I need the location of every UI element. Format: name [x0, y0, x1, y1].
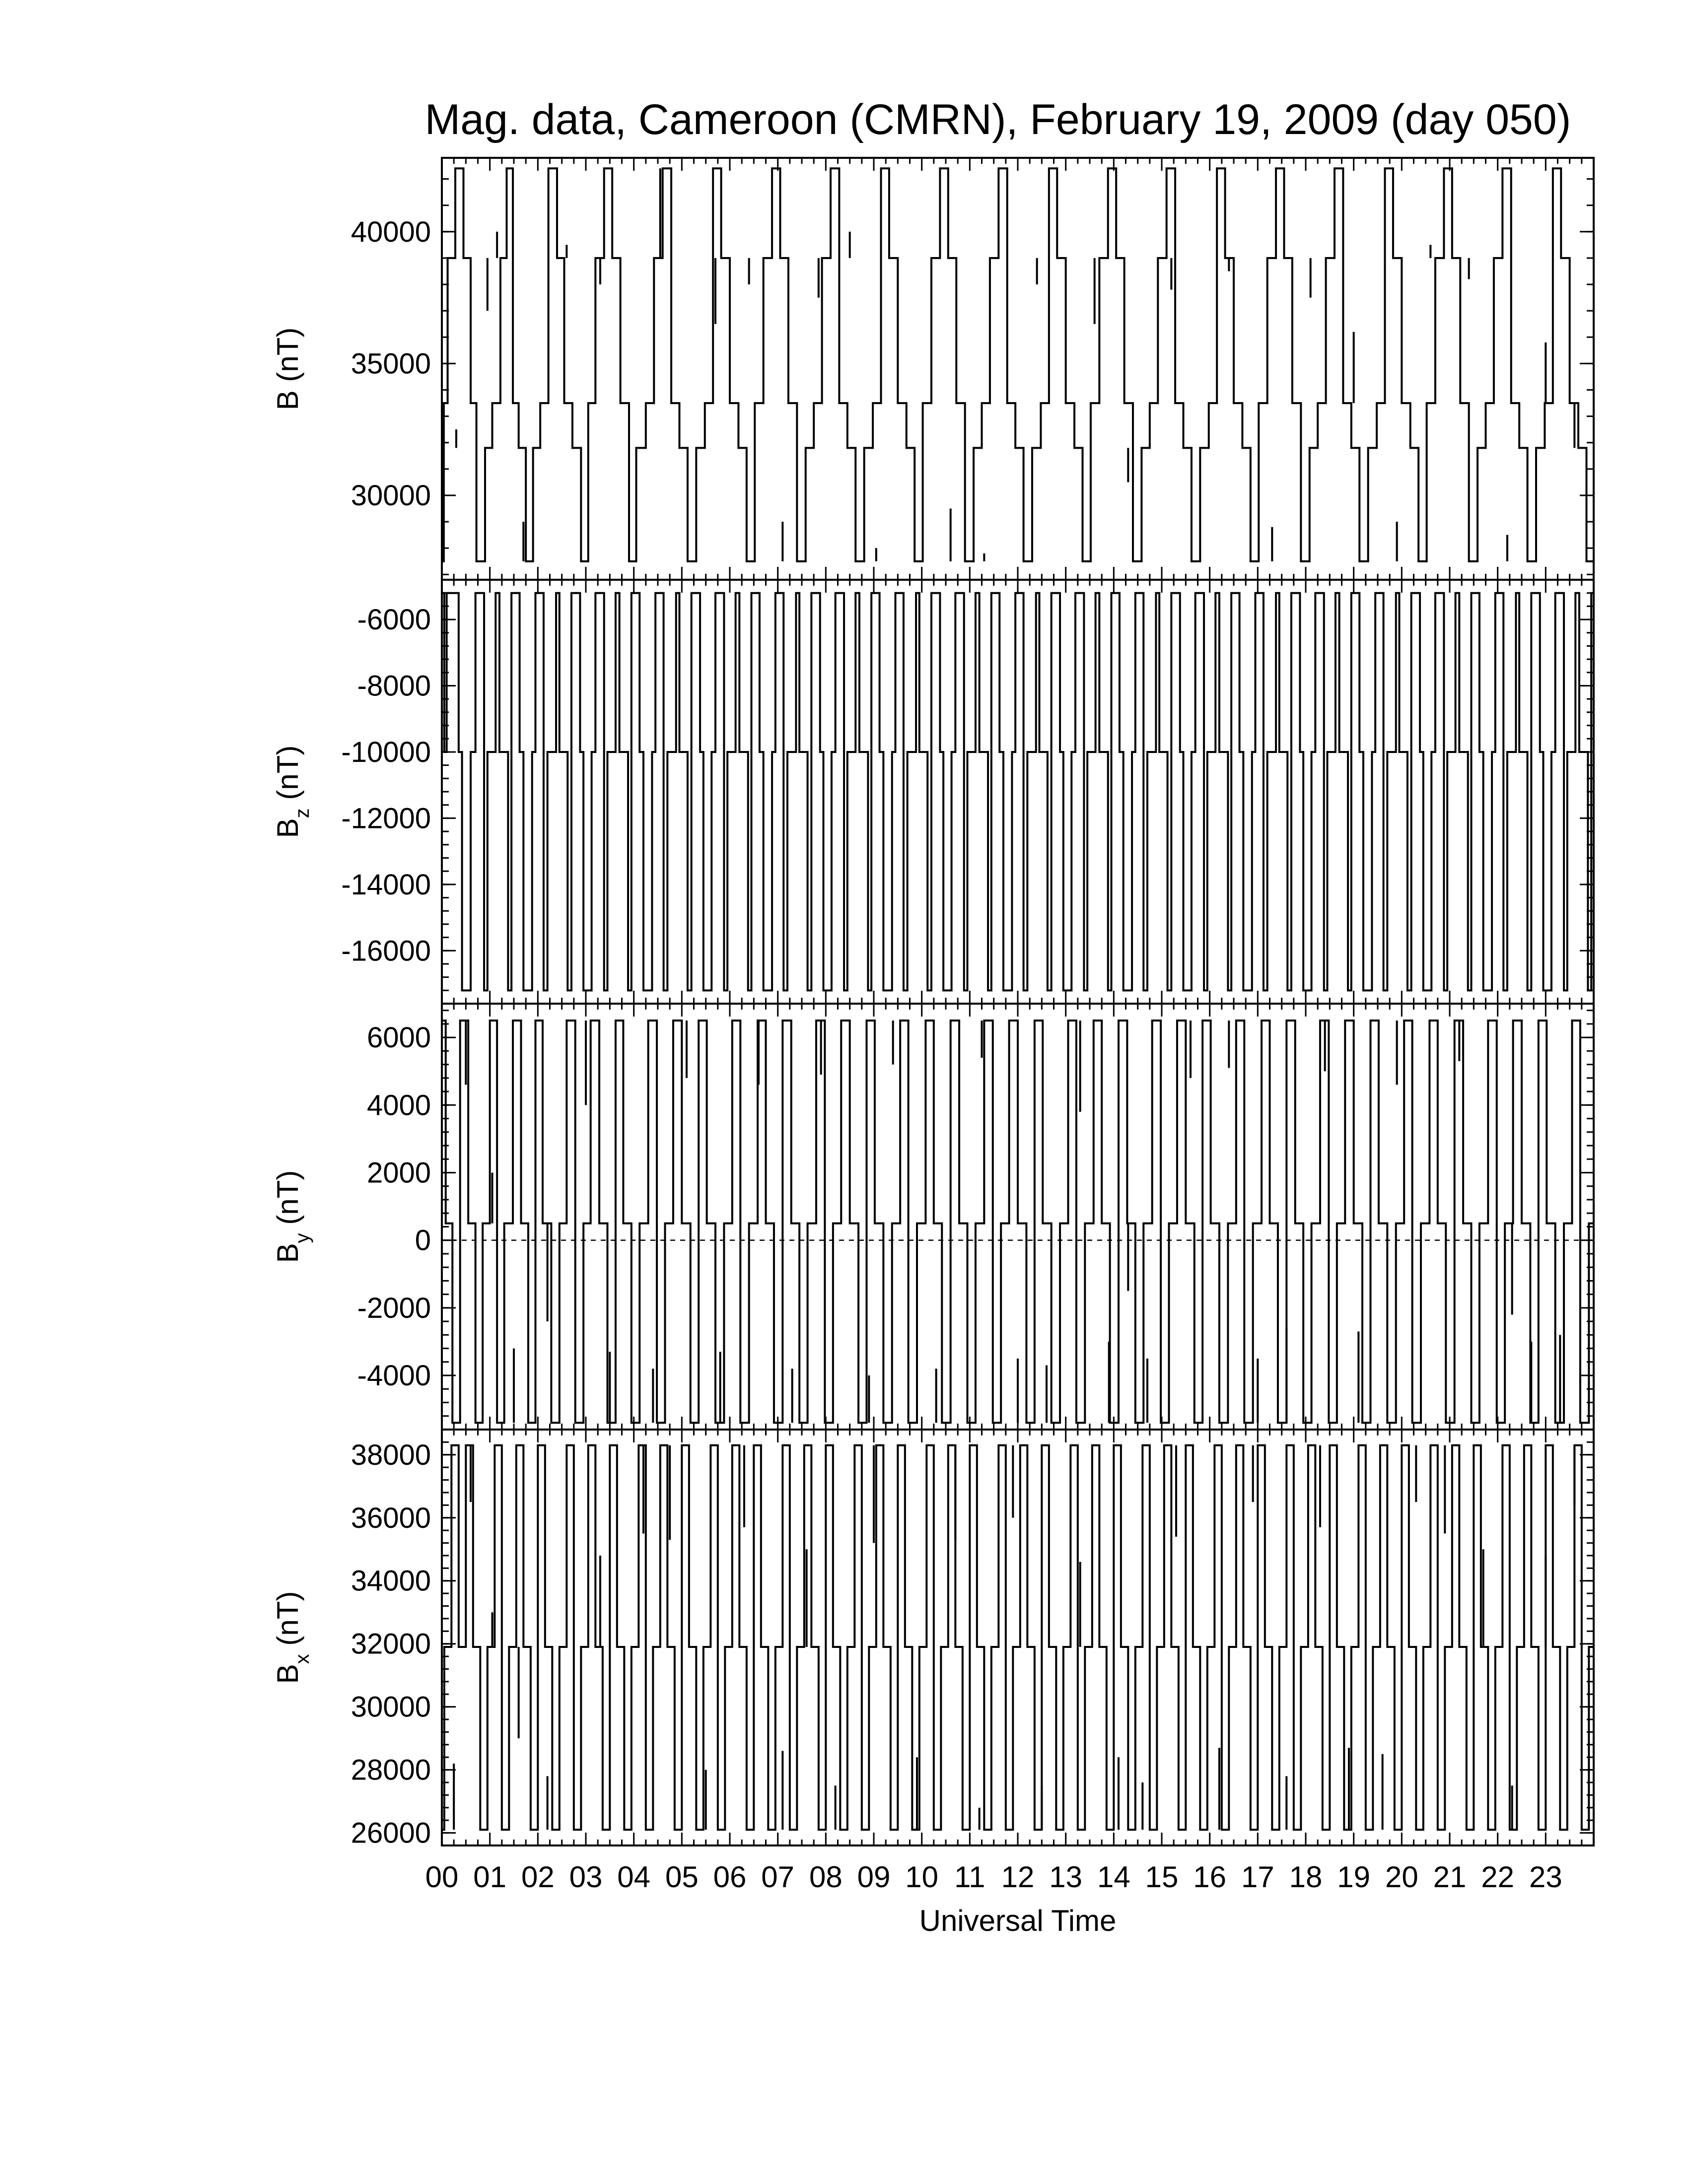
- y-tick-label: 36000: [351, 1502, 431, 1534]
- y-tick-label: 35000: [351, 347, 431, 380]
- y-tick-label: 38000: [351, 1438, 431, 1471]
- y-tick-label: 40000: [351, 215, 431, 248]
- y-axis-label: $B_x$ (nT): [271, 1591, 313, 1684]
- x-tick-label: 18: [1289, 1860, 1323, 1894]
- y-tick-label: -10000: [341, 736, 431, 768]
- y-tick-label: 28000: [351, 1754, 431, 1786]
- y-tick-label: 2000: [366, 1157, 431, 1189]
- y-axis-label: $B_y$ (nT): [271, 1170, 313, 1263]
- x-tick-label: 05: [665, 1860, 699, 1894]
- x-tick-label: 08: [809, 1860, 843, 1894]
- x-tick-label: 14: [1097, 1860, 1130, 1894]
- x-tick-label: 01: [473, 1860, 507, 1894]
- y-tick-label: -12000: [341, 802, 431, 835]
- x-tick-label: 11: [954, 1860, 985, 1894]
- y-tick-label: -14000: [341, 868, 431, 901]
- y-tick-label: 26000: [351, 1817, 431, 1849]
- y-tick-label: -8000: [357, 670, 431, 702]
- x-tick-label: 10: [905, 1860, 939, 1894]
- time-axis: [425, 1860, 1562, 1894]
- x-tick-label: 00: [425, 1860, 459, 1894]
- x-tick-label: 09: [857, 1860, 891, 1894]
- y-tick-label: -6000: [357, 604, 431, 636]
- y-tick-label: 4000: [366, 1089, 431, 1122]
- data-trace: [442, 1445, 1594, 1830]
- y-tick-label: -16000: [341, 935, 431, 967]
- x-tick-label: 16: [1193, 1860, 1227, 1894]
- y-tick-label: -2000: [357, 1292, 431, 1324]
- x-axis-label: Universal Time: [919, 1904, 1117, 1937]
- x-tick-label: 21: [1433, 1860, 1467, 1894]
- x-tick-label: 19: [1337, 1860, 1371, 1894]
- plot-frame: [442, 1430, 1594, 1845]
- y-axis-label: B (nT): [271, 327, 304, 410]
- x-tick-label: 15: [1145, 1860, 1179, 1894]
- x-tick-label: 04: [617, 1860, 651, 1894]
- y-tick-label: -4000: [357, 1360, 431, 1392]
- panel-Bz: [271, 580, 1594, 1004]
- x-tick-label: 20: [1385, 1860, 1418, 1894]
- y-tick-label: 32000: [351, 1628, 431, 1660]
- y-tick-label: 0: [415, 1224, 431, 1257]
- x-tick-label: 22: [1481, 1860, 1515, 1894]
- x-tick-label: 17: [1241, 1860, 1274, 1894]
- panels-group: [271, 158, 1594, 1849]
- panel-Bx: [271, 1430, 1594, 1849]
- y-tick-label: 30000: [351, 479, 431, 512]
- data-trace: [442, 168, 1594, 561]
- panel-B: [271, 158, 1594, 580]
- x-tick-label: 06: [713, 1860, 747, 1894]
- chart-title: Mag. data, Cameroon (CMRN), February 19, 2009 (day 050): [424, 96, 1571, 143]
- y-tick-label: 6000: [366, 1022, 431, 1054]
- x-tick-label: 07: [761, 1860, 795, 1894]
- x-tick-label: 13: [1049, 1860, 1083, 1894]
- panel-By: [271, 1004, 1594, 1430]
- x-tick-label: 23: [1529, 1860, 1562, 1894]
- data-trace: [442, 593, 1594, 991]
- plot-frame: [442, 158, 1594, 580]
- y-axis-label: $B_z$ (nT): [271, 745, 313, 838]
- y-tick-label: 30000: [351, 1691, 431, 1723]
- x-tick-label: 03: [569, 1860, 603, 1894]
- x-tick-label: 02: [521, 1860, 555, 1894]
- y-tick-label: 34000: [351, 1565, 431, 1597]
- x-tick-label: 12: [1001, 1860, 1035, 1894]
